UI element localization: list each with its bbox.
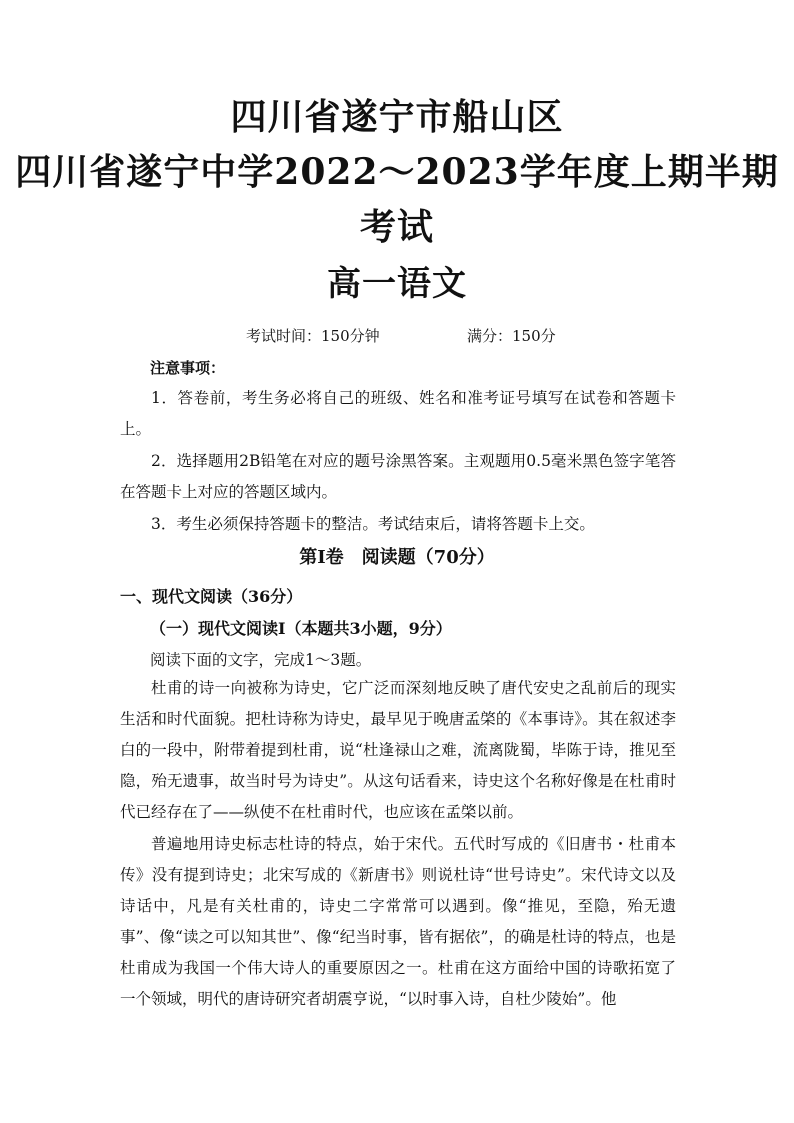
section-title: 第Ⅰ卷 阅读题（70分）: [299, 547, 495, 568]
exam-title: 四川省遂宁中学2022～2023学年度上期半期: [15, 151, 779, 193]
exam-time: 考试时间：150分钟: [246, 327, 380, 345]
notice-item: 3．考生必须保持答题卡的整洁。考试结束后，请将答题卡上交。: [151, 515, 595, 533]
region-title: 四川省遂宁市船山区: [230, 96, 564, 138]
part-title: 一、现代文阅读（36分）: [120, 587, 303, 606]
exam-title-cont: 考试: [359, 206, 434, 248]
notice-item: 2．选择题用2B铅笔在对应的题号涂黑答案。主观题用0.5毫米黑色签字笔答在答题卡上对应的答题区域内。: [120, 452, 676, 501]
notice-item: 1．答卷前，考生务必将自己的班级、姓名和准考证号填写在试卷和答题卡上。: [120, 389, 676, 438]
passage-paragraph: 普遍地用诗史标志杜诗的特点，始于宋代。五代时写成的《旧唐书・杜甫本传》没有提到诗史；北宋写成的《新唐书》则说杜诗“世号诗史”。宋代诗文以及诗话中，凡是有关杜甫的，诗史二字常常可以遇到。像“推见，至隐，殆无遗事”、像“读之可以知其世”、像“纪当时事，皆有据依”，的确是杜诗的特点，也是杜甫成为我国一个伟大诗人的重要原因之一。杜甫在这方面给中国的诗歌拓宽了一个领域，明代的唐诗研究者胡震亨说，“以时事入诗，自杜少陵始”。他: [120, 835, 676, 1008]
passage-paragraph: 杜甫的诗一向被称为诗史，它广泛而深刻地反映了唐代安史之乱前后的现实生活和时代面貌。把杜诗称为诗史，最早见于晚唐孟棨的《本事诗》。其在叙述李白的一段中，附带着提到杜甫，说“杜逢禄山之难，流离陇蜀，毕陈于诗，推见至隐，殆无遗事，故当时号为诗史”。从这句话看来，诗史这个名称好像是在杜甫时代已经存在了——纵使不在杜甫时代，也应该在孟棨以前。: [120, 679, 676, 821]
subpart-title: （一）现代文阅读Ⅰ（本题共3小题，9分）: [150, 619, 452, 638]
subject-title: 高一语文: [327, 264, 467, 304]
notice-heading: 注意事项：: [150, 359, 226, 377]
reading-instruction: 阅读下面的文字，完成1～3题。: [150, 651, 372, 669]
full-score: 满分：150分: [467, 327, 556, 345]
